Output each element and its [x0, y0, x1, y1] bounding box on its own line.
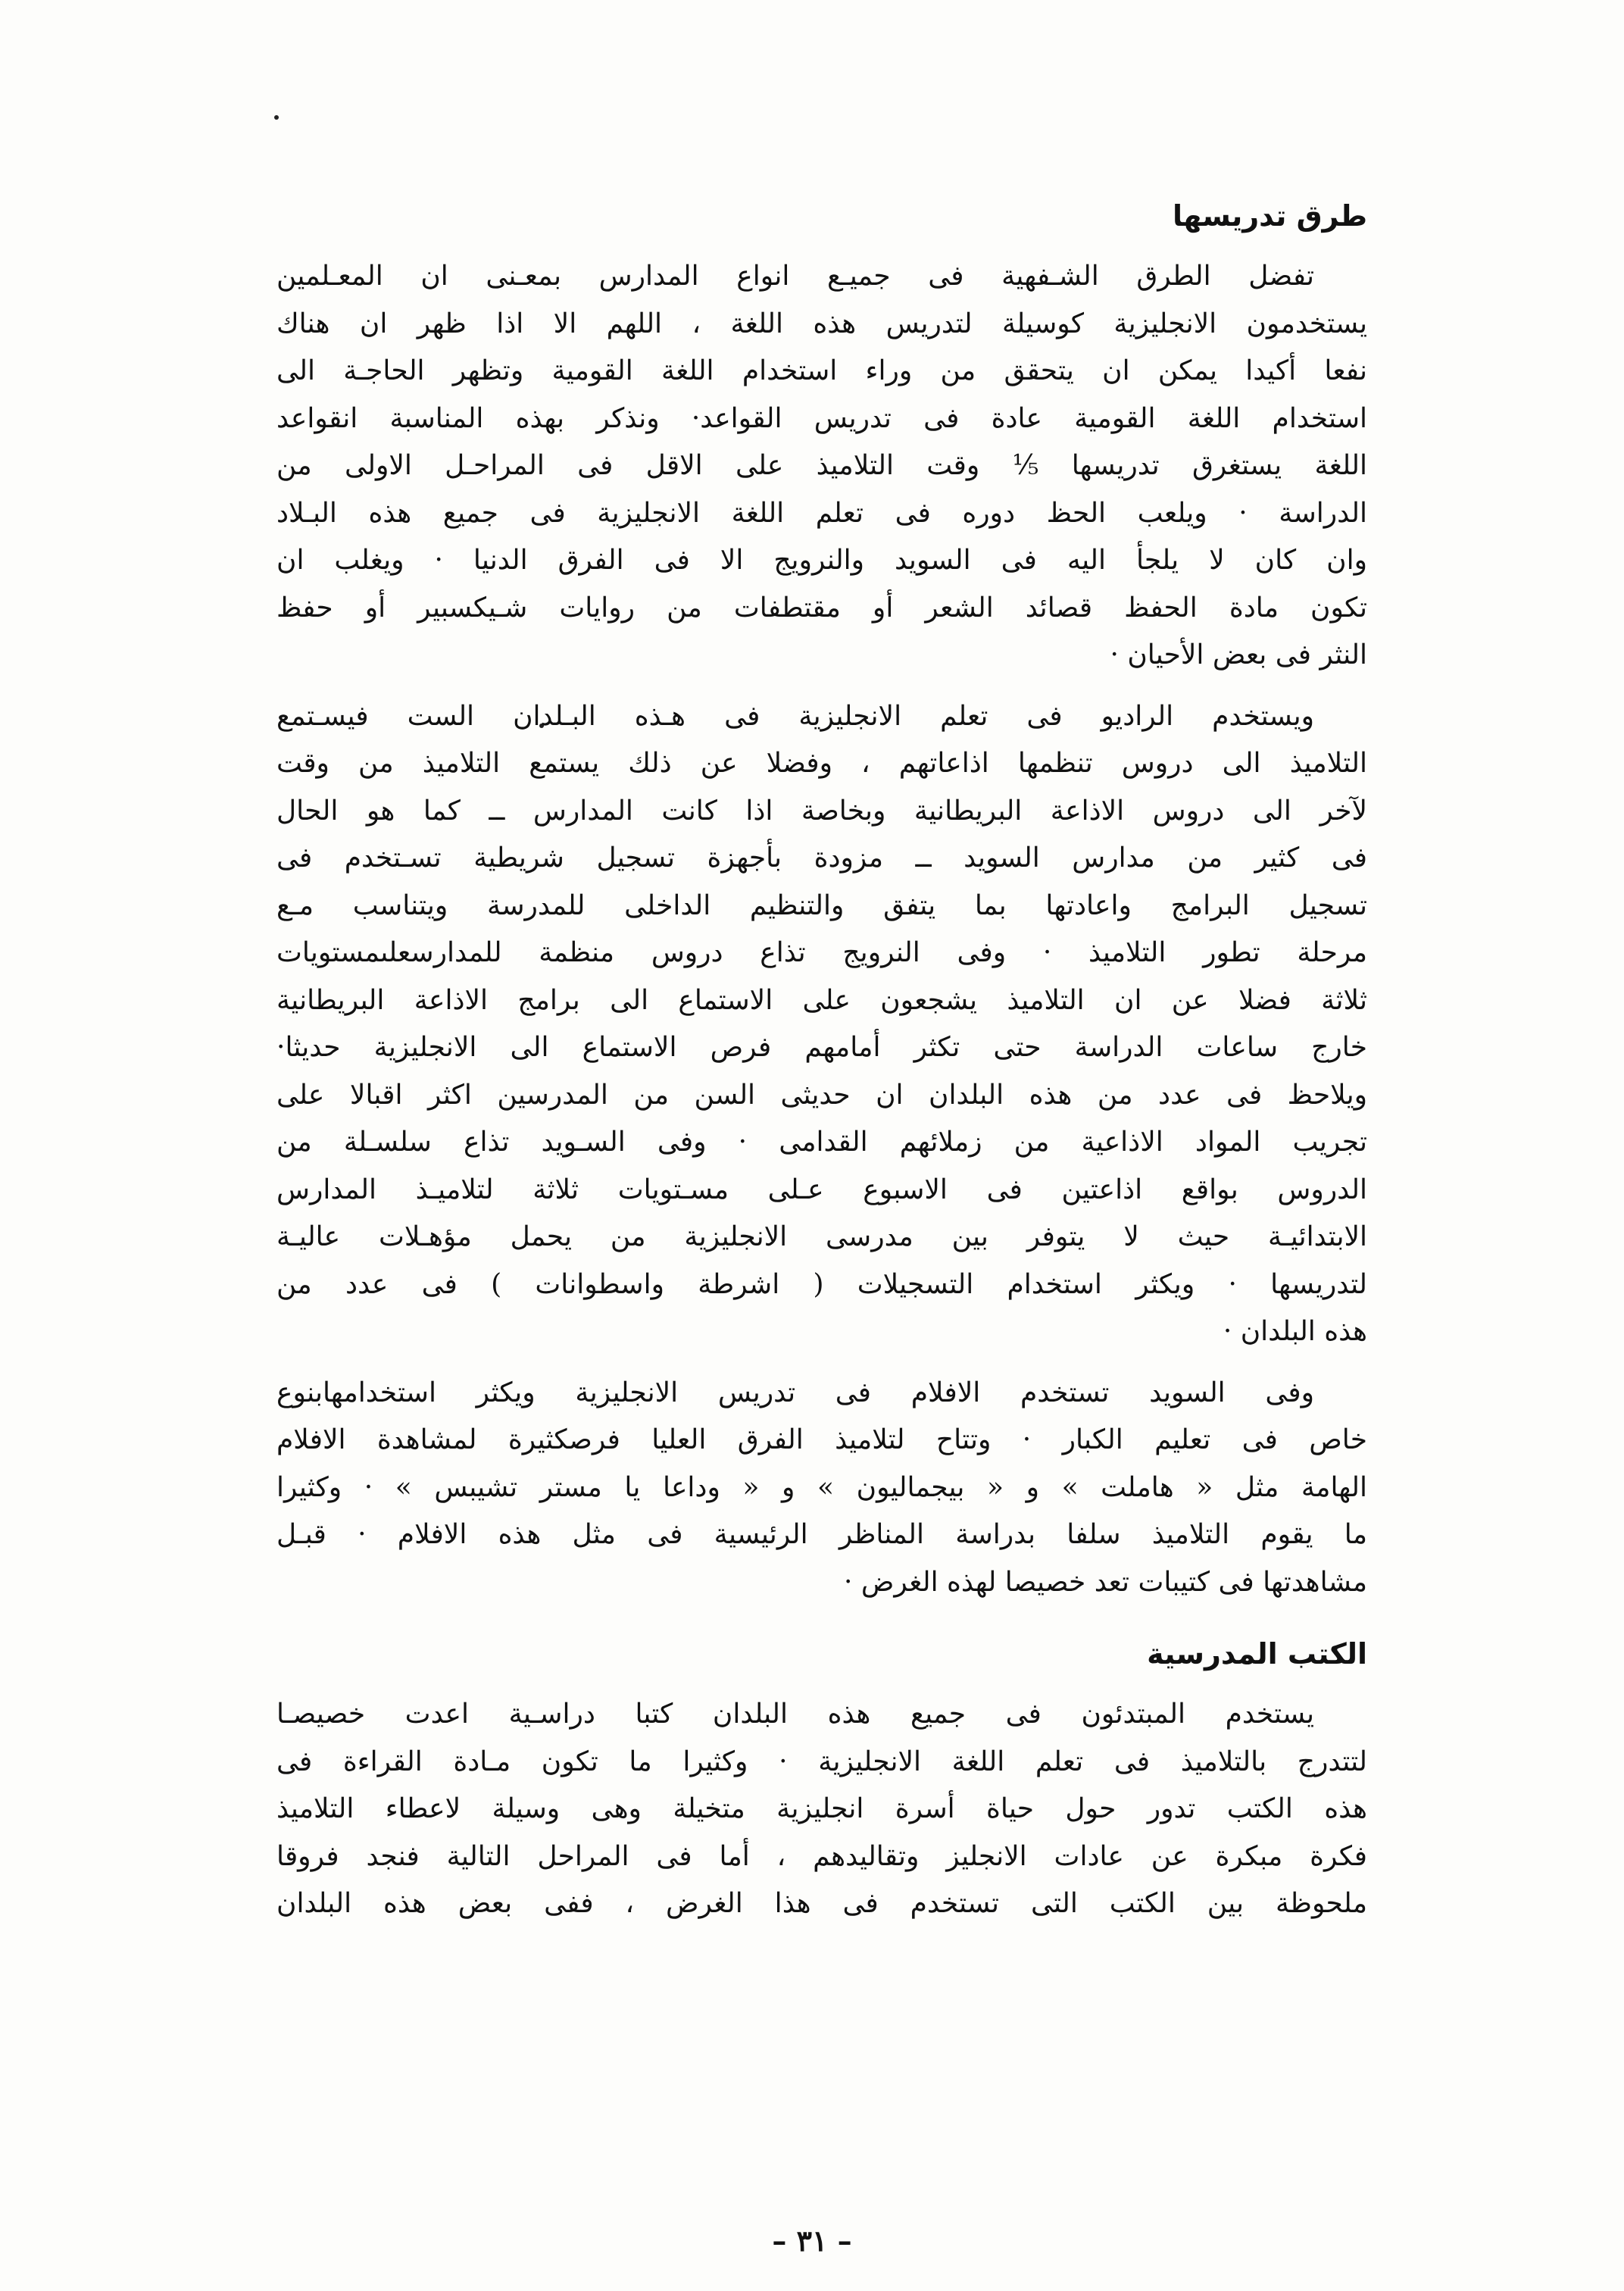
text-line: الدروس بواقع اذاعتين فى الاسبوع عـلى مسـتويات ثلاثة لتلاميـذ المدارس [276, 1174, 1367, 1205]
paragraph-oral-methods [276, 253, 1367, 680]
text-line: هذه الكتب تدور حول حياة أسرة انجليزية متخيلة وهى وسيلة لاعطاء التلاميذ [276, 1793, 1367, 1824]
text-line: فكرة مبكرة عن عادات الانجليز وتقاليدهم ، أما فى المراحل التالية فنجد فروقا [276, 1840, 1367, 1872]
text-line: يستخدم المبتدئون فى جميع هذه البلدان كتبا دراسـية اعدت خصيصـا [276, 1699, 1314, 1730]
text-line: الابتدائيـة حيث لا يتوفر بين مدرسى الانجليزية من يحمل مؤهـلات عاليـة [276, 1221, 1367, 1252]
text-line: مرحلة تطور التلاميذ · وفى النرويج تذاع دروس منظمة للمدارسعلىمستويات [276, 937, 1367, 968]
text-line: هذه البلدان · [1223, 1316, 1367, 1347]
text-line: فى كثير من مدارس السويد ــ مزودة بأجهزة تسجيل شريطية تسـتخدم فى [276, 842, 1367, 874]
paragraph-radio [276, 693, 1367, 1356]
text-line: الدراسة · ويلعب الحظ دوره فى تعلم اللغة الانجليزية فى جميع هذه البـلاد [276, 497, 1367, 529]
text-line: تجريب المواد الاذاعية من زملائهم القدامى · وفى السـويد تذاع سلسـلة من [276, 1127, 1367, 1158]
page-number: – ٣١ – [772, 2224, 852, 2258]
text-line: ما يقوم التلاميذ سلفا بدراسة المناظر الرئيسية فى مثل هذه الافلام · قبـل [276, 1519, 1367, 1550]
paragraph-films [276, 1370, 1367, 1607]
text-line: وان كان لا يلجأ اليه فى السويد والنرويج الا فى الفرق الدنيا · ويغلب ان [276, 545, 1367, 576]
text-line: اللغة يستغرق تدريسها ⅕ وقت التلاميذ على الاقل فى المراحـل الاولى من [276, 450, 1367, 481]
text-line: خارج ساعات الدراسة حتى تكثر أمامهم فرص الاستماع الى الانجليزية حديثا· [276, 1032, 1367, 1063]
section-heading-teaching-methods: طرق تدريسها [1172, 199, 1367, 233]
text-line: مشاهدتها فى كتيبات تعد خصيصا لهذه الغرض · [843, 1566, 1367, 1598]
text-line: تفضل الطرق الشـفهية فى جميـع انواع المدارس بمعـنى ان المعـلمين [276, 261, 1314, 292]
section-textbooks [276, 1627, 1367, 1928]
text-line: ويستخدم الراديو فى تعلم الانجليزية فى هـذه البـلدان الست فيسـتمع [276, 700, 1314, 732]
text-line: التلاميذ الى دروس تنظمها اذاعاتهم ، وفضلا عن ذلك يستمع التلاميذ من وقت [276, 748, 1367, 779]
text-line: خاص فى تعليم الكبار · وتتاح لتلاميذ الفرق العليا فرصكثيرة لمشاهدة الافلام [276, 1424, 1367, 1455]
paragraph-textbooks [276, 1691, 1367, 1928]
text-line: الهامة مثل « هاملت » و « بيجماليون » و « وداعا يا مستر تشيبس » · وكثيرا [276, 1471, 1367, 1503]
text-line: لتتدرج بالتلاميذ فى تعلم اللغة الانجليزية · وكثيرا ما تكون مـادة القراءة فى [276, 1746, 1367, 1777]
text-line: نفعا أكيدا يمكن ان يتحقق من وراء استخدام اللغة القومية وتظهر الحاجـة الى [276, 355, 1367, 386]
text-line: تسجيل البرامج واعادتها بما يتفق والتنظيم الداخلى للمدرسة ويتناسب مـع [276, 889, 1367, 921]
text-line: استخدام اللغة القومية عادة فى تدريس القواعد· ونذكر بهذه المناسبة انقواعد [276, 402, 1367, 434]
page-body [276, 189, 1367, 1942]
text-line: ثلاثة فضلا عن ان التلاميذ يشجعون على الاستماع الى برامج الاذاعة البريطانية [276, 984, 1367, 1016]
section-heading-textbooks: الكتب المدرسية [1147, 1637, 1367, 1671]
text-line: ويلاحظ فى عدد من هذه البلدان ان حديثى السن من المدرسين اكثر اقبالا على [276, 1079, 1367, 1111]
text-line: يستخدمون الانجليزية كوسيلة لتدريس هذه اللغة ، اللهم الا اذا ظهر ان هناك [276, 308, 1367, 339]
text-line: وفى السويد تستخدم الافلام فى تدريس الانجليزية ويكثر استخدامهابنوع [276, 1377, 1314, 1408]
text-line: لتدريسها · ويكثر استخدام التسجيلات ( اشرطة واسطوانات ) فى عدد من [276, 1268, 1367, 1300]
text-line: لآخر الى دروس الاذاعة البريطانية وبخاصة اذا كانت المدارس ــ كما هو الحال [276, 795, 1367, 827]
text-line: تكون مادة الحفظ قصائد الشعر أو مقتطفات من روايات شـيكسبير أو حفظ [276, 592, 1367, 624]
text-line: ملحوظة بين الكتب التى تستخدم فى هذا الغرض ، ففى بعض هذه البلدان [276, 1888, 1367, 1919]
text-line: النثر فى بعض الأحيان · [1110, 639, 1367, 670]
scan-speck [274, 115, 279, 120]
